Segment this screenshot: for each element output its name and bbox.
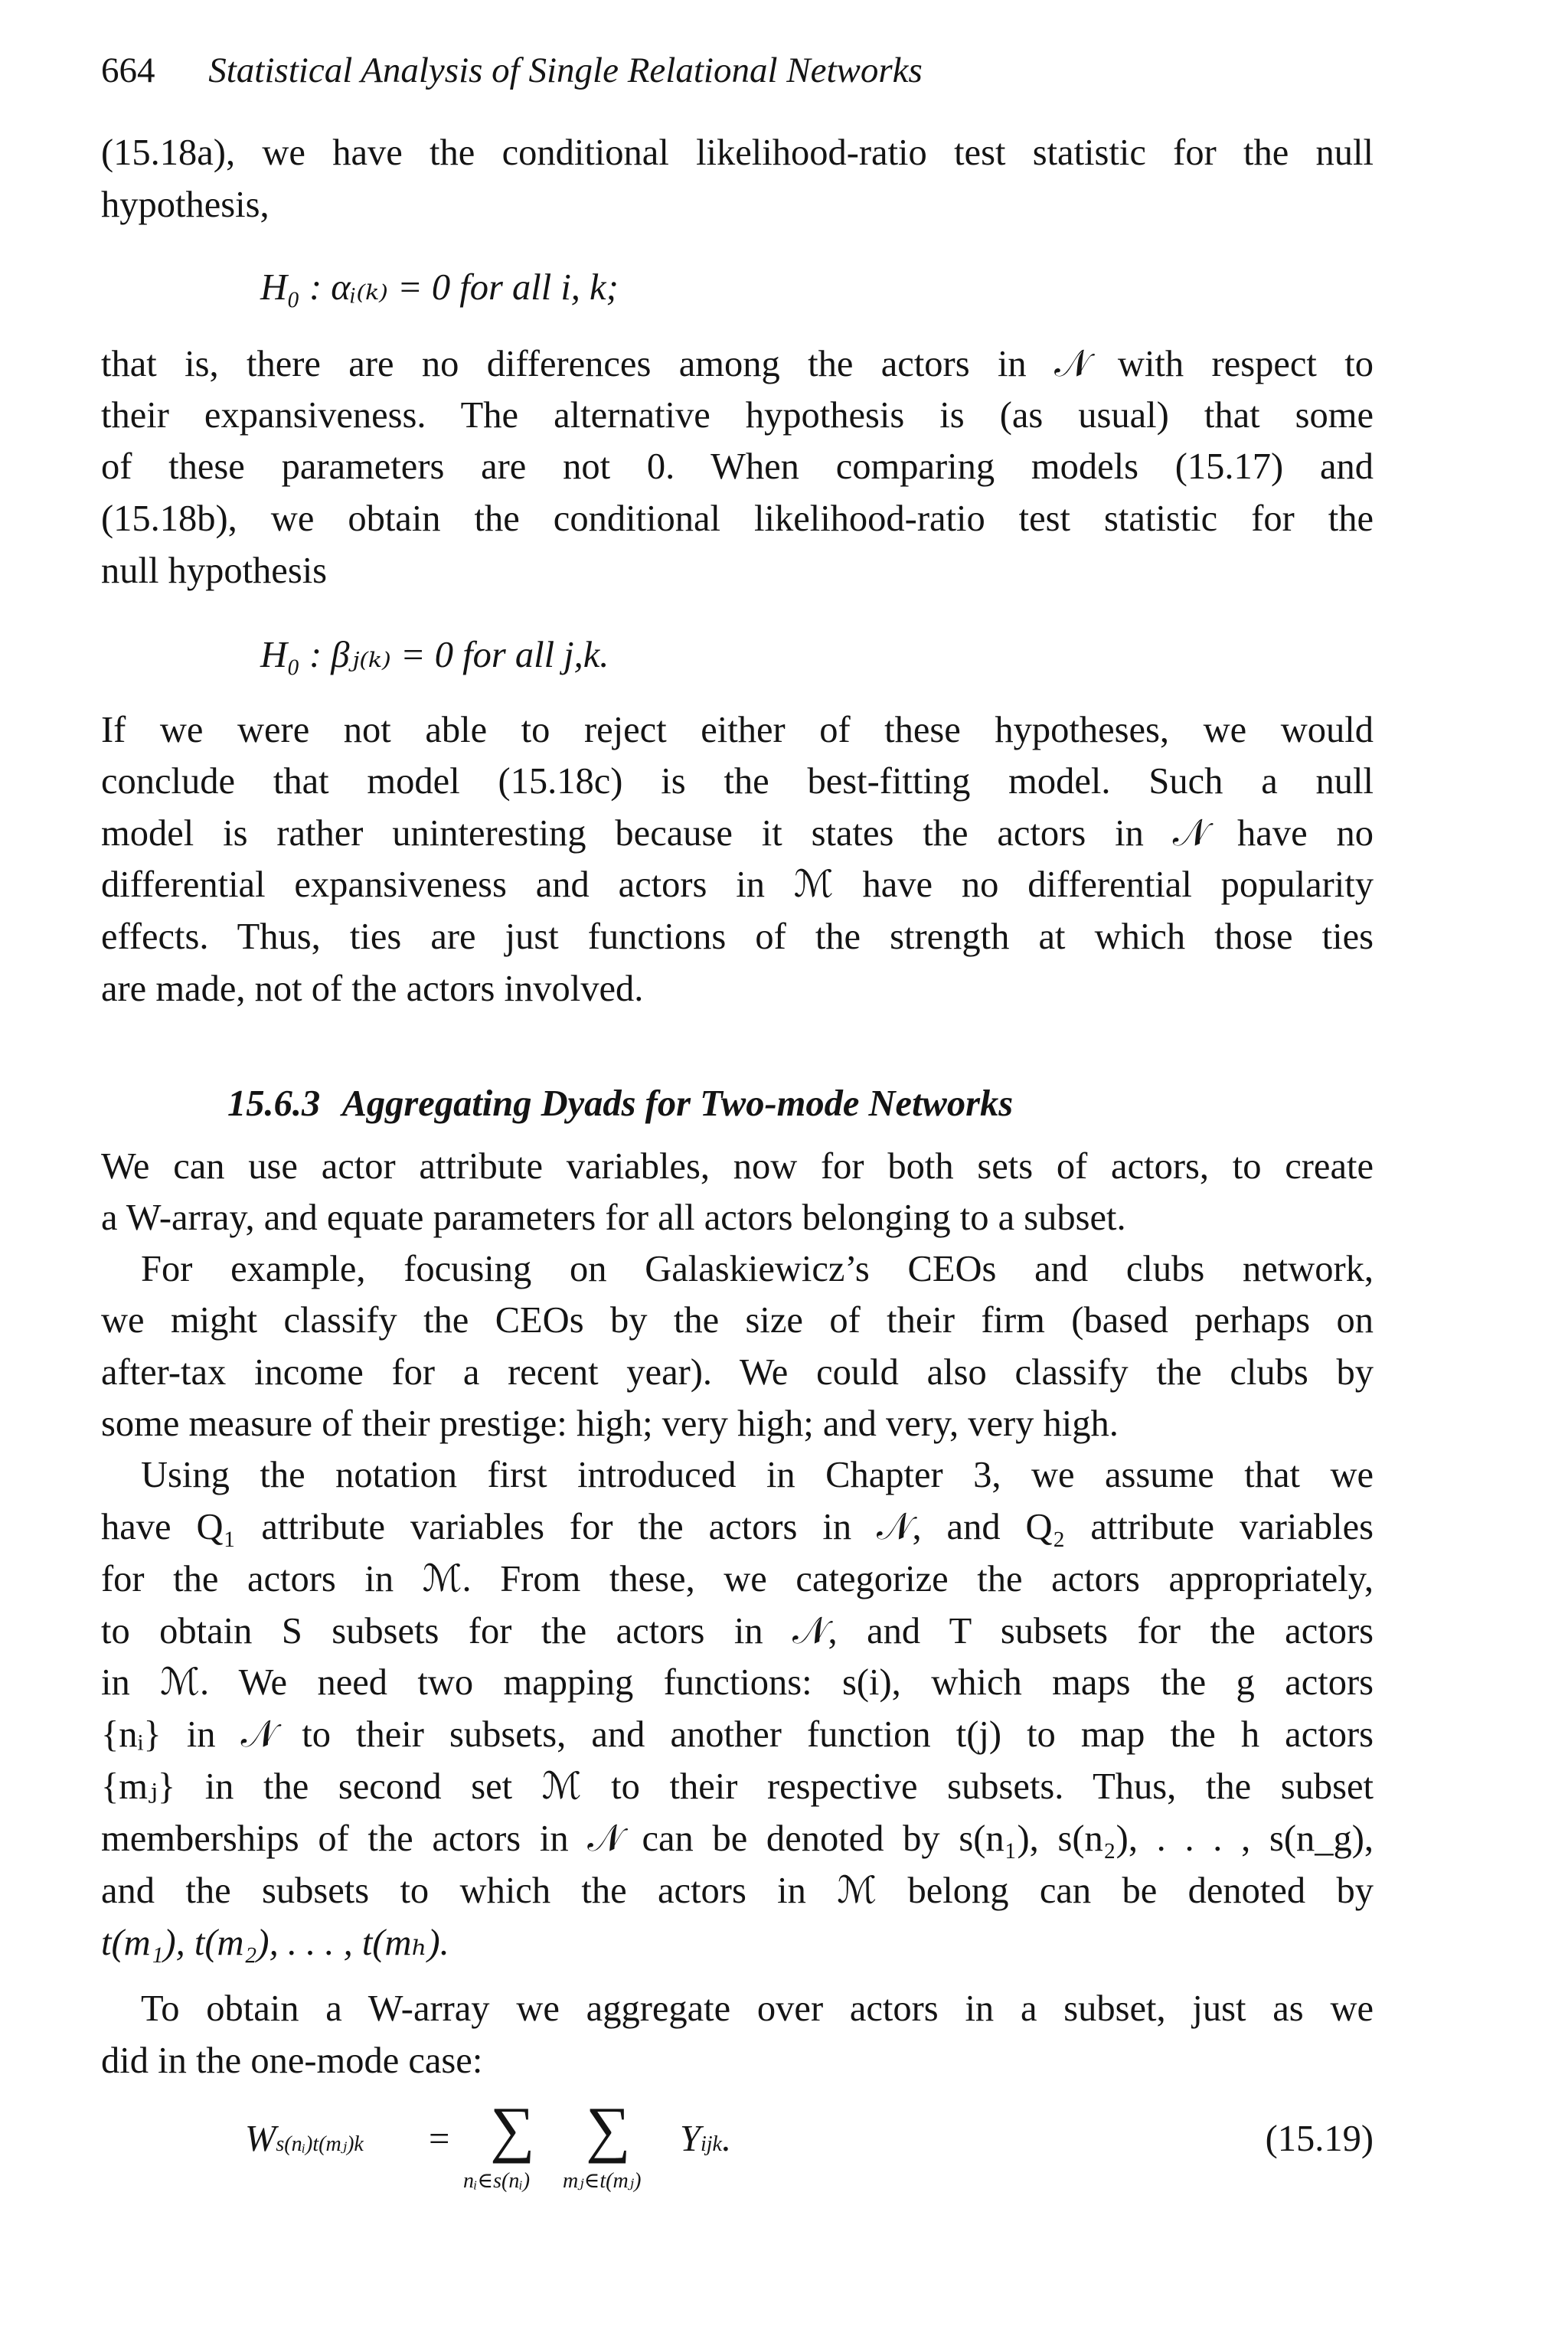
summation-sign: ∑	[586, 2094, 631, 2164]
equation-period: .	[721, 2119, 732, 2159]
text-line: For example, focusing on Galaskiewicz’s CEOs and clubs network,	[141, 1249, 1374, 1289]
text-line: memberships of the actors in 𝒩 can be denoted by s(n₁), s(n₂), . . . , s(n_g),	[101, 1818, 1374, 1859]
text-line: and the subsets to which the actors in ℳ belong can be denoted by	[101, 1870, 1374, 1911]
text-line: hypothesis,	[101, 185, 270, 225]
text-line: did in the one-mode case:	[101, 2040, 483, 2081]
equation-term	[680, 2116, 731, 2168]
text-line: some measure of their prestige: high; very high; and very, very high.	[101, 1403, 1119, 1444]
text-line: t(m₁), t(m₂), . . . , t(mₕ).	[101, 1923, 449, 1963]
text-line: To obtain a W-array we aggregate over actors in a subset, just as we	[141, 1988, 1374, 2029]
equation-h0-alpha: H₀ : αᵢ₍ₖ₎ = 0 for all i, k;	[260, 267, 619, 308]
text-line: Using the notation first introduced in Chapter 3, we assume that we	[141, 1455, 1374, 1495]
equation-h0-beta: H₀ : βⱼ₍ₖ₎ = 0 for all j,k.	[260, 635, 609, 675]
equation-lhs	[245, 2116, 364, 2168]
section-heading	[227, 1081, 1013, 1127]
text-line: their expansiveness. The alternative hypothesis is (as usual) that some	[101, 395, 1374, 436]
text-line: effects. Thus, ties are just functions of the strength at which those ties	[101, 916, 1374, 957]
text-line: in ℳ. We need two mapping functions: s(i), which maps the g actors	[101, 1662, 1374, 1703]
text-line: (15.18b), we obtain the conditional likelihood-ratio test statistic for the	[101, 498, 1374, 539]
sum-subscript: mⱼ∈t(mⱼ)	[563, 2169, 642, 2193]
summation-sign: ∑	[490, 2094, 535, 2164]
section-number: 15.6.3	[227, 1083, 321, 1124]
text-line: If we were not able to reject either of these hypotheses, we would	[101, 710, 1374, 750]
text-line: model is rather uninteresting because it states the actors in 𝒩 have no	[101, 813, 1374, 854]
section-title: Aggregating Dyads for Two-mode Networks	[341, 1083, 1014, 1124]
text-line: {nᵢ} in 𝒩 to their subsets, and another function t(j) to map the h actors	[101, 1714, 1374, 1755]
equals-sign: =	[429, 2119, 450, 2159]
text-line: for the actors in ℳ. From these, we categorize the actors appropriately,	[101, 1559, 1374, 1599]
text-line: a W-array, and equate parameters for all actors belonging to a subset.	[101, 1197, 1126, 1238]
text-line: {mⱼ} in the second set ℳ to their respective subsets. Thus, the subset	[101, 1766, 1374, 1807]
text-line: we might classify the CEOs by the size of their firm (based perhaps on	[101, 1300, 1374, 1341]
text-line: are made, not of the actors involved.	[101, 969, 644, 1009]
equation-number: (15.19)	[1265, 2119, 1374, 2159]
y-symbol: Y	[680, 2119, 701, 2159]
text-line: that is, there are no differences among the actors in 𝒩 with respect to	[101, 344, 1374, 384]
running-title: Statistical Analysis of Single Relational Networks	[208, 51, 923, 90]
text-line: null hypothesis	[101, 551, 328, 591]
text-line: to obtain S subsets for the actors in 𝒩, and T subsets for the actors	[101, 1611, 1374, 1652]
text-line: after-tax income for a recent year). We could also classify the clubs by	[101, 1352, 1374, 1393]
text-line: (15.18a), we have the conditional likelihood-ratio test statistic for the null	[101, 132, 1374, 173]
page-number: 664	[101, 51, 155, 90]
text-line: have Q₁ attribute variables for the actors in 𝒩, and Q₂ attribute variables	[101, 1507, 1374, 1547]
y-subscript: ijk	[700, 2132, 722, 2156]
text-line: conclude that model (15.18c) is the best-fitting model. Such a null	[101, 761, 1374, 802]
w-symbol: W	[245, 2119, 276, 2159]
page-header	[101, 49, 923, 92]
text-line: of these parameters are not 0. When comparing models (15.17) and	[101, 446, 1374, 487]
text-line: We can use actor attribute variables, now for both sets of actors, to create	[101, 1146, 1374, 1187]
sum-subscript: nᵢ∈s(nᵢ)	[463, 2169, 531, 2193]
w-subscript: s(nᵢ)t(mⱼ)k	[276, 2132, 364, 2156]
text-line: differential expansiveness and actors in ℳ have no differential popularity	[101, 864, 1374, 905]
